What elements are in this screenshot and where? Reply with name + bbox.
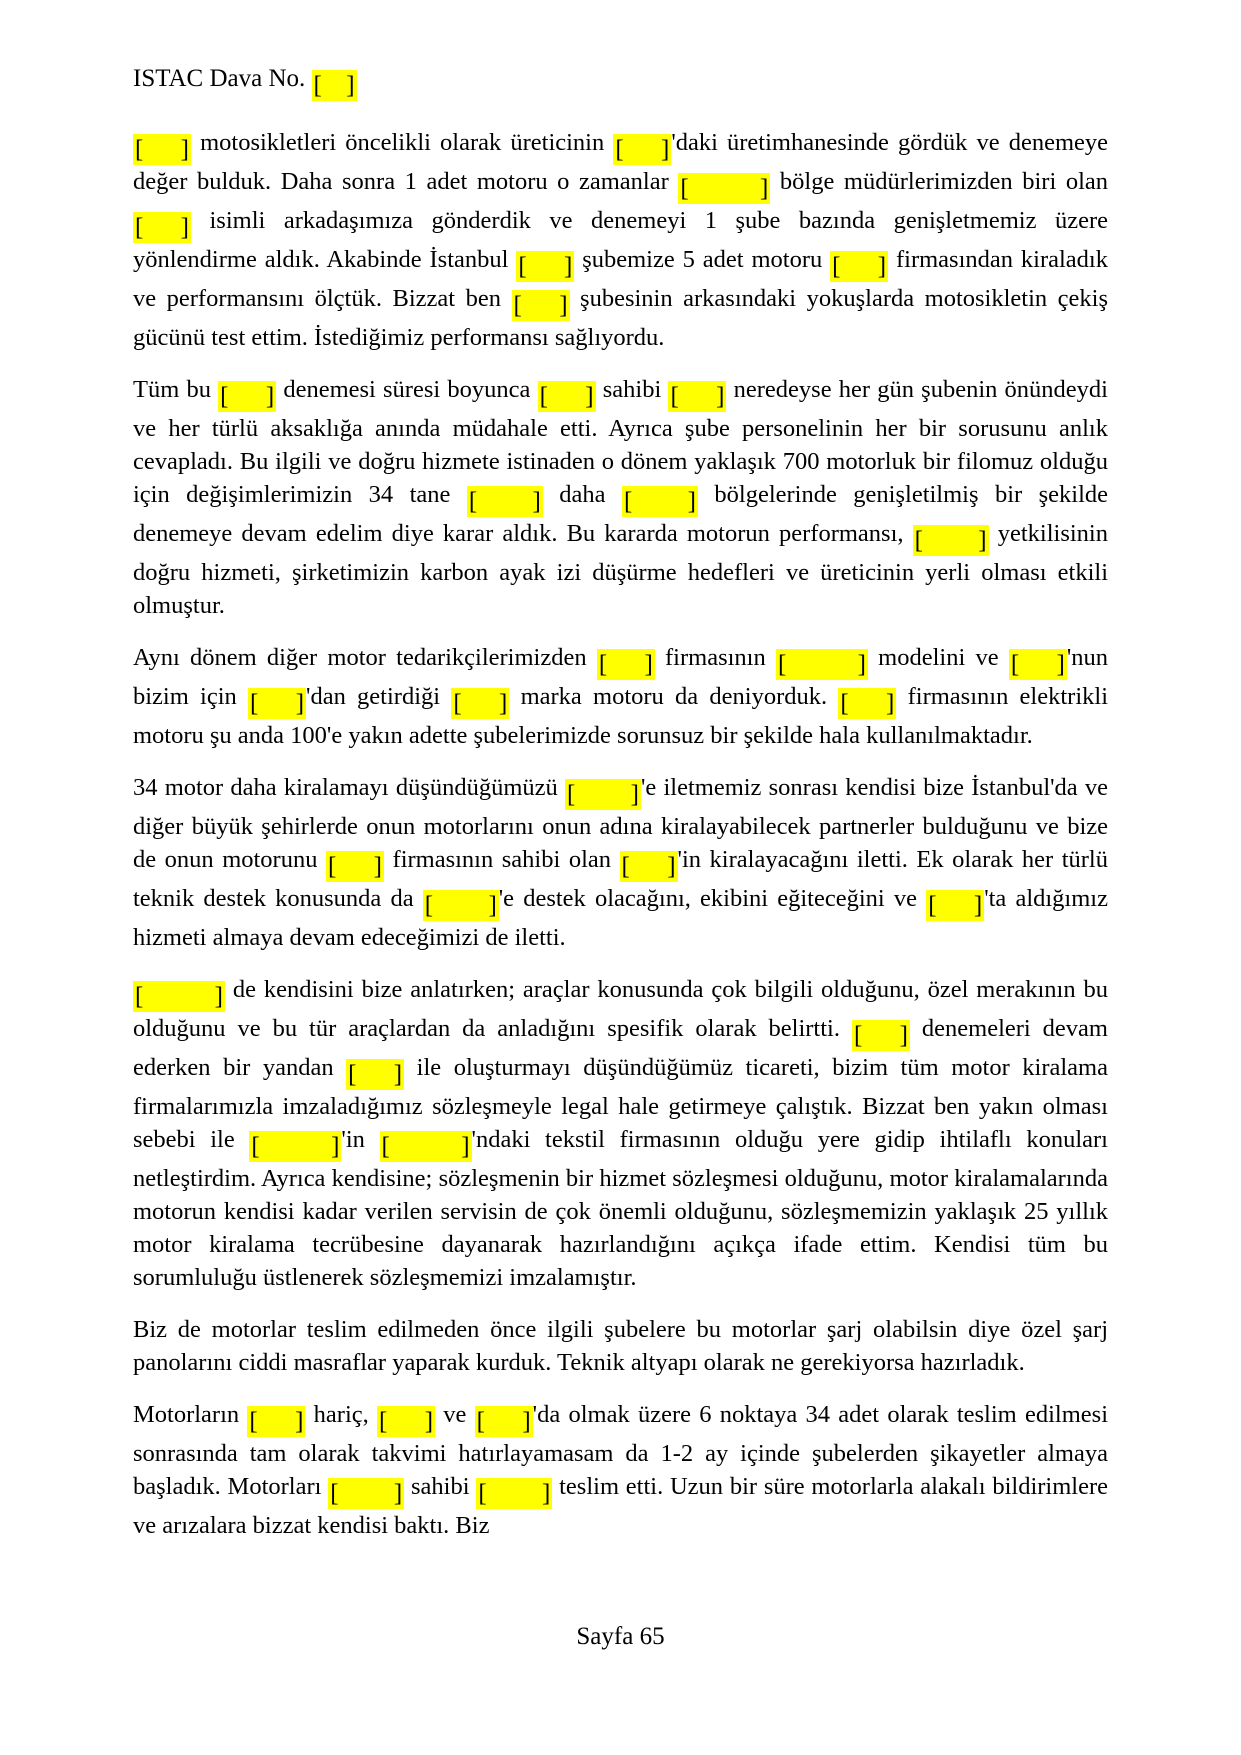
redaction-close-bracket: ] xyxy=(1056,651,1065,678)
text-run: teslim etti. Uzun bir süre motorlarla alakalı bildirimlere ve arızalara bizzat kendisi baktı. Biz xyxy=(133,1473,1108,1539)
redaction-close-bracket: ] xyxy=(393,1061,403,1088)
text-run: şubesinin arkasındaki yokuşlarda motosikletin çekiş gücünü test ettim. İstediğimiz performansı sağlıyordu. xyxy=(133,285,1109,351)
text-run: neredeyse her gün şubenin önündeydi ve her türlü aksaklığa anında müdahale etti. Ayrıca şube personelinin her bir sorusunu anlık cevapladı. Bu ilgili ve doğru hizmete istinaden o dönem yaklaşık 700 motorluk bir filomuz olduğu için değişimlerimizin 34 tane xyxy=(133,376,1108,508)
redaction-highlight xyxy=(538,381,596,412)
redaction-open-bracket: [ xyxy=(598,651,608,678)
case-number-line xyxy=(133,62,357,101)
redaction-open-bracket: [ xyxy=(539,383,548,410)
redaction-highlight xyxy=(565,779,641,810)
text-run: yetkilisinin doğru hizmeti, şirketimizin karbon ayak izi düşürme hedefleri ve üreticinin yerli olması etkili olmuştur. xyxy=(133,520,1108,619)
text-run: 'e destek olacağını, ekibini eğiteceğini ve xyxy=(498,885,927,912)
redaction-open-bracket: [ xyxy=(381,1133,390,1160)
redaction-highlight xyxy=(248,688,306,719)
paragraph xyxy=(133,771,1108,954)
redaction-open-bracket: [ xyxy=(250,690,259,717)
redaction-open-bracket: [ xyxy=(513,292,522,319)
redaction-highlight xyxy=(133,134,191,165)
redaction-highlight xyxy=(247,1406,305,1437)
text-run: isimli arkadaşımıza gönderdik ve denemeyi 1 şube bazında genişletmemiz üzere yönlendirme aldık. Akabinde İstanbul xyxy=(133,207,1108,273)
text-run: 'nun bizim için xyxy=(133,644,1108,710)
text-run: sahibi xyxy=(595,376,669,403)
redaction-highlight xyxy=(620,851,678,882)
redaction-open-bracket: [ xyxy=(135,214,144,241)
redaction-close-bracket: ] xyxy=(214,983,223,1010)
redaction-open-bracket: [ xyxy=(348,1061,357,1088)
text-run: 'in xyxy=(341,1126,380,1153)
text-run: 'in kiralayacağını iletti. Ek olarak her türlü teknik destek konusunda da xyxy=(133,846,1108,912)
text-run: bölgelerinde genişletilmiş bir şekilde denemeye devam edelim diye karar aldık. Bu kararda motorun performansı, xyxy=(133,481,1109,547)
text-run: ISTAC Dava No. xyxy=(133,65,312,92)
redaction-highlight xyxy=(852,1020,910,1051)
redaction-close-bracket: ] xyxy=(978,527,987,554)
paragraph xyxy=(133,1313,1108,1379)
redaction-close-bracket: ] xyxy=(661,136,670,163)
redaction-highlight xyxy=(476,1478,552,1509)
redaction-highlight xyxy=(133,981,225,1012)
redaction-highlight xyxy=(913,525,989,556)
redaction-close-bracket: ] xyxy=(393,1480,403,1507)
text-run: Motorların xyxy=(133,1401,248,1428)
text-run: denemeleri devam ederken bir yandan xyxy=(133,1015,1108,1081)
redaction-close-bracket: ] xyxy=(564,253,573,280)
redaction-close-bracket: ] xyxy=(346,72,355,99)
redaction-close-bracket: ] xyxy=(559,292,568,319)
text-run: 34 motor daha kiralamayı düşündüğümüzü xyxy=(133,774,565,801)
redaction-highlight xyxy=(830,251,888,282)
redaction-highlight xyxy=(516,251,574,282)
redaction-open-bracket: [ xyxy=(566,781,576,808)
redaction-close-bracket: ] xyxy=(180,214,189,241)
redaction-close-bracket: ] xyxy=(331,1133,340,1160)
redaction-highlight xyxy=(133,212,191,243)
paragraph xyxy=(133,126,1108,354)
page-footer xyxy=(0,1620,1241,1653)
text-run: 'ndaki tekstil firmasının olduğu yere gidip ihtilaflı konuları netleştirdim. Ayrıca kendisine; sözleşmenin bir hizmet sözleşmesi olduğunu, motor kiralamalarında motorun kendisi kadar verilen servisin de çok önemli olduğunu, sözleşmemizin yaklaşık 25 yıllık motor kiralama tecrübesine dayanarak hazırlandığını açıkça ifade ettim. Kendisi tüm bu sorumluluğu üstlenerek sözleşmemizi imzalamıştır. xyxy=(133,1126,1108,1291)
redaction-close-bracket: ] xyxy=(973,892,983,919)
redaction-open-bracket: [ xyxy=(680,175,689,202)
redaction-close-bracket: ] xyxy=(373,853,382,880)
redaction-close-bracket: ] xyxy=(461,1133,470,1160)
redaction-open-bracket: [ xyxy=(832,253,841,280)
text-run: 'e iletmemiz sonrası kendisi bize İstanbul'da ve diğer büyük şehirlerde onun motorlarını onun adına kiralayabilecek partnerler bulduğunu ve bize de onun motorunu xyxy=(133,774,1108,873)
redaction-open-bracket: [ xyxy=(476,1408,485,1435)
text-run: 'da olmak üzere 6 noktaya 34 adet olarak teslim edilmesi sonrasında tam olarak takvimi hatırlayamasam da 1-2 ay içinde şubelerden şikayetler almaya başladık. Motorları xyxy=(133,1401,1108,1500)
redaction-highlight xyxy=(423,890,499,921)
redaction-open-bracket: [ xyxy=(424,892,434,919)
text-run: ile oluşturmayı düşündüğümüz ticareti, bizim tüm motor kiralama firmalarımızla imzaladığımız sözleşmeyle legal hale getirmeye çalıştık. Bizzat ben yakın olması sebebi ile xyxy=(133,1054,1108,1153)
redaction-close-bracket: ] xyxy=(488,892,497,919)
redaction-highlight xyxy=(451,688,509,719)
redaction-open-bracket: [ xyxy=(621,853,630,880)
redaction-close-bracket: ] xyxy=(716,383,725,410)
redaction-highlight xyxy=(377,1406,435,1437)
redaction-highlight xyxy=(622,486,698,517)
page-number: Sayfa 65 xyxy=(576,1623,665,1650)
redaction-close-bracket: ] xyxy=(886,690,895,717)
redaction-open-bracket: [ xyxy=(135,983,144,1010)
redaction-open-bracket: [ xyxy=(330,1480,339,1507)
text-run: firmasının xyxy=(654,644,776,671)
text-run: denemesi süresi boyunca xyxy=(276,376,538,403)
redaction-highlight xyxy=(326,851,384,882)
redaction-highlight xyxy=(346,1059,404,1090)
text-run: 'ta aldığımız hizmeti almaya devam edeceğimizi de iletti. xyxy=(133,885,1108,951)
redaction-open-bracket: [ xyxy=(313,72,322,99)
text-run: sahibi xyxy=(404,1473,477,1500)
redaction-close-bracket: ] xyxy=(522,1408,531,1435)
redaction-highlight xyxy=(668,381,726,412)
redaction-highlight xyxy=(312,70,357,101)
redaction-highlight xyxy=(1009,649,1067,680)
text-run: motosikletleri öncelikli olarak üreticinin xyxy=(191,129,614,156)
redaction-open-bracket: [ xyxy=(220,383,229,410)
redaction-close-bracket: ] xyxy=(295,1408,304,1435)
redaction-open-bracket: [ xyxy=(328,853,337,880)
redaction-close-bracket: ] xyxy=(630,781,639,808)
redaction-highlight xyxy=(678,173,770,204)
redaction-close-bracket: ] xyxy=(667,853,676,880)
redaction-close-bracket: ] xyxy=(644,651,653,678)
redaction-highlight xyxy=(838,688,896,719)
redaction-open-bracket: [ xyxy=(251,1133,260,1160)
redaction-close-bracket: ] xyxy=(542,1480,551,1507)
redaction-close-bracket: ] xyxy=(857,651,866,678)
redaction-close-bracket: ] xyxy=(899,1022,908,1049)
redaction-close-bracket: ] xyxy=(760,175,769,202)
redaction-highlight xyxy=(218,381,276,412)
redaction-close-bracket: ] xyxy=(877,253,887,280)
redaction-highlight xyxy=(475,1406,533,1437)
redaction-highlight xyxy=(380,1131,472,1162)
redaction-highlight xyxy=(776,649,868,680)
redaction-highlight xyxy=(328,1478,404,1509)
redaction-open-bracket: [ xyxy=(840,690,849,717)
text-run: şubemize 5 adet motoru xyxy=(574,246,831,273)
text-run: firmasının sahibi olan xyxy=(384,846,620,873)
redaction-open-bracket: [ xyxy=(453,690,462,717)
redaction-open-bracket: [ xyxy=(853,1022,863,1049)
text-run: Aynı dönem diğer motor tedarikçilerimizden xyxy=(133,644,597,671)
redaction-open-bracket: [ xyxy=(615,136,624,163)
paragraph xyxy=(133,1398,1108,1542)
paragraph xyxy=(133,973,1108,1294)
redaction-close-bracket: ] xyxy=(532,488,541,515)
text-run: bölge müdürlerimizden biri olan xyxy=(770,168,1109,195)
redaction-close-bracket: ] xyxy=(265,383,275,410)
redaction-highlight xyxy=(613,134,671,165)
text-run: firmasının elektrikli motoru şu anda 100'e yakın adette şubelerimizde sorunsuz bir şekilde hala kullanılmaktadır. xyxy=(133,683,1109,749)
redaction-close-bracket: ] xyxy=(499,690,508,717)
redaction-open-bracket: [ xyxy=(928,892,937,919)
redaction-open-bracket: [ xyxy=(135,136,144,163)
text-run: daha xyxy=(542,481,622,508)
paragraph xyxy=(133,373,1108,622)
redaction-open-bracket: [ xyxy=(914,527,923,554)
redaction-close-bracket: ] xyxy=(424,1408,434,1435)
text-run: de kendisini bize anlatırken; araçlar konusunda çok bilgili olduğunu, özel merakının bu olduğunu ve bu tür araçlardan da anladığını spesifik olarak belirtti. xyxy=(133,976,1108,1042)
redaction-close-bracket: ] xyxy=(295,690,305,717)
redaction-close-bracket: ] xyxy=(687,488,696,515)
redaction-highlight xyxy=(467,486,543,517)
text-run: firmasından kiraladık ve performansını ölçtük. Bizzat ben xyxy=(133,246,1108,312)
text-run: Tüm bu xyxy=(133,376,219,403)
redaction-close-bracket: ] xyxy=(180,136,189,163)
text-run: 'dan getirdiği xyxy=(306,683,452,710)
text-run: hariç, xyxy=(305,1401,378,1428)
text-run: ve xyxy=(435,1401,475,1428)
redaction-highlight xyxy=(597,649,655,680)
text-run: Biz de motorlar teslim edilmeden önce ilgili şubelere bu motorlar şarj olabilsin diye özel şarj panolarını ciddi masraflar yaparak kurduk. Teknik altyapı olarak ne gerekiyorsa hazırladık. xyxy=(133,1316,1108,1376)
redaction-open-bracket: [ xyxy=(777,651,787,678)
redaction-open-bracket: [ xyxy=(670,383,679,410)
redaction-highlight xyxy=(926,890,984,921)
redaction-highlight xyxy=(512,290,570,321)
text-run: marka motoru da deniyorduk. xyxy=(509,683,839,710)
document-body xyxy=(133,126,1108,1561)
text-run: modelini ve xyxy=(867,644,1009,671)
redaction-open-bracket: [ xyxy=(468,488,478,515)
redaction-highlight xyxy=(249,1131,341,1162)
redaction-open-bracket: [ xyxy=(379,1408,388,1435)
redaction-close-bracket: ] xyxy=(585,383,594,410)
redaction-open-bracket: [ xyxy=(249,1408,258,1435)
paragraph xyxy=(133,641,1108,752)
redaction-open-bracket: [ xyxy=(478,1480,487,1507)
redaction-open-bracket: [ xyxy=(1010,651,1020,678)
text-run: 'daki üretimhanesinde gördük ve denemeye değer bulduk. Daha sonra 1 adet motoru o zamanlar xyxy=(133,129,1108,195)
redaction-open-bracket: [ xyxy=(518,253,527,280)
redaction-open-bracket: [ xyxy=(623,488,633,515)
